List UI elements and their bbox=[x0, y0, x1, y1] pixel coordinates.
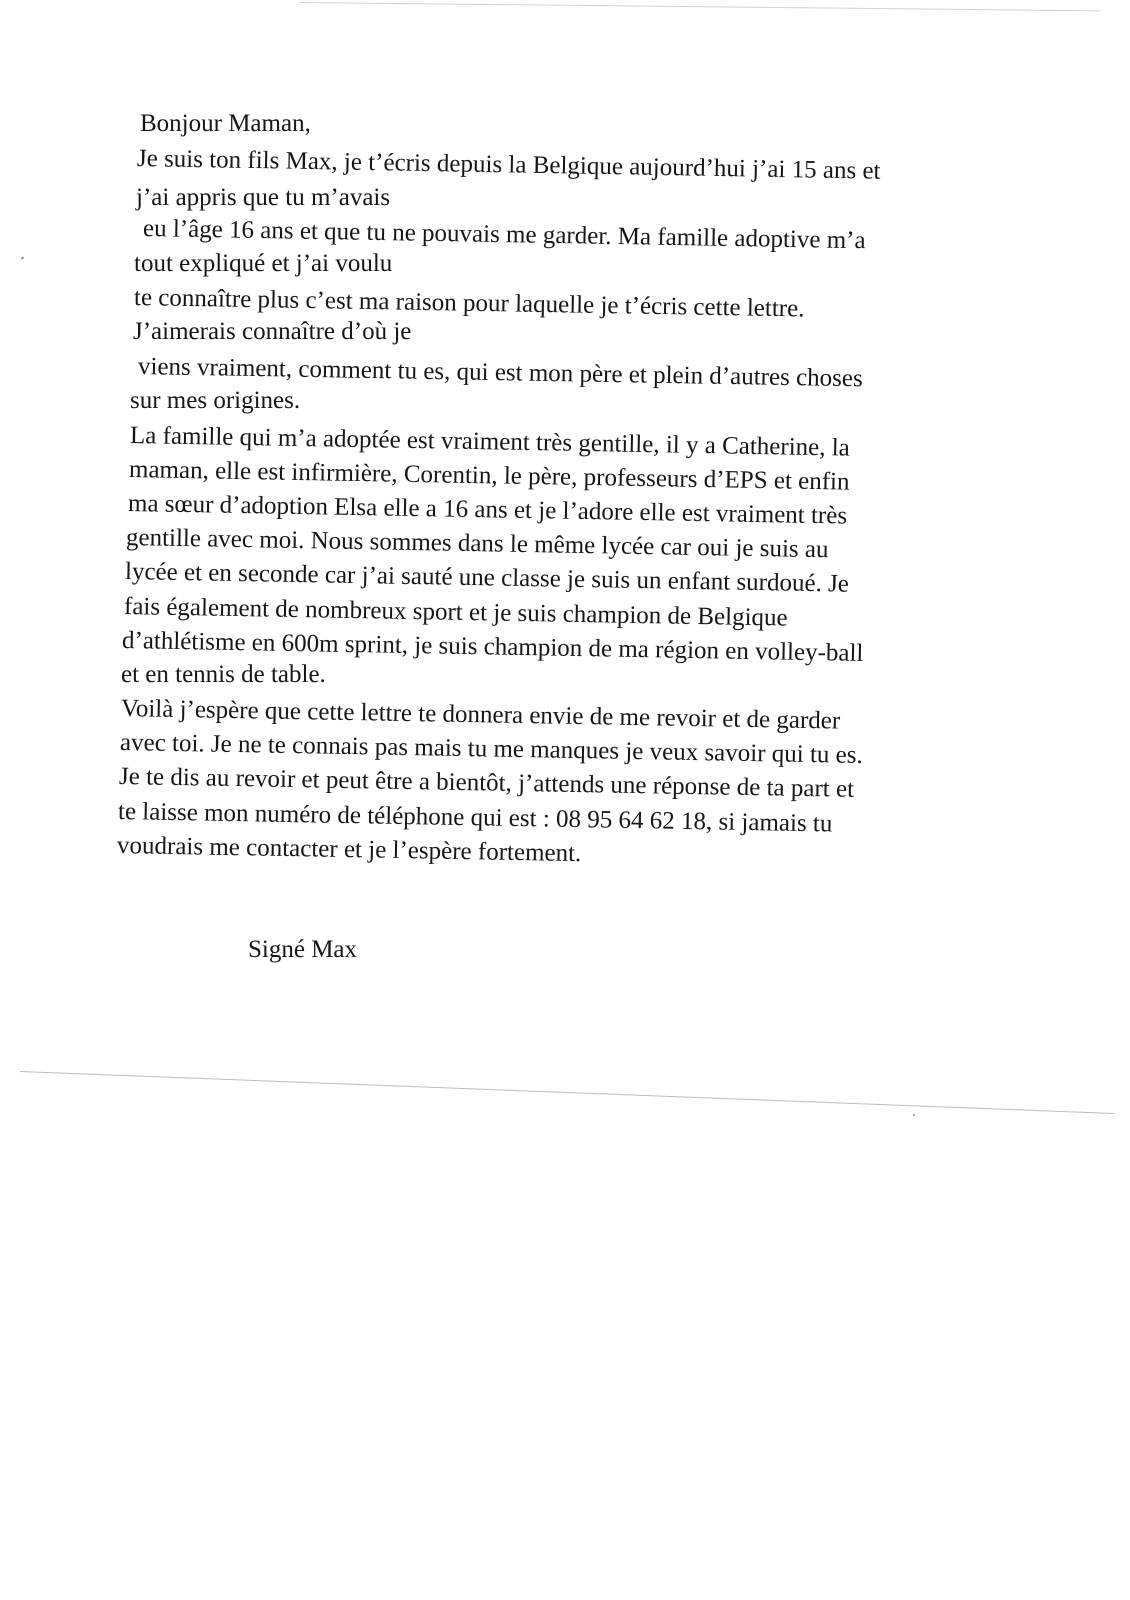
letter-line: fais également de nombreux sport et je suis champion de Belgique bbox=[123, 593, 788, 632]
letter-line: eu l’âge 16 ans et que tu ne pouvais me garder. Ma famille adoptive m’a bbox=[142, 215, 866, 255]
scan-speck bbox=[913, 1114, 915, 1116]
letter-signature: Signé Max bbox=[248, 936, 358, 963]
letter-line: d’athlétisme en 600m sprint, je suis champion de ma région en volley-ball bbox=[121, 627, 864, 667]
letter-line: viens vraiment, comment tu es, qui est mon père et plein d’autres choses bbox=[137, 353, 863, 393]
letter-line: maman, elle est infirmière, Corentin, le père, professeurs d’EPS et enfin bbox=[128, 456, 850, 496]
letter-line: Je suis ton fils Max, je t’écris depuis la Belgique aujourd’hui j’ai 15 ans et bbox=[136, 145, 881, 185]
letter-line: sur mes origines. bbox=[130, 387, 301, 414]
letter-line: j’ai appris que tu m’avais bbox=[136, 184, 391, 211]
letter-greeting: Bonjour Maman, bbox=[140, 110, 311, 137]
letter-line: voudrais me contacter et je l’espère fortement. bbox=[116, 832, 582, 868]
letter-line: avec toi. Je ne te connais pas mais tu me manques je veux savoir qui tu es. bbox=[119, 729, 863, 769]
letter-line: Je te dis au revoir et peut être a bientôt, j’attends une réponse de ta part et bbox=[118, 763, 855, 803]
letter-line: et en tennis de table. bbox=[121, 661, 326, 688]
letter-line: J’aimerais connaître d’où je bbox=[133, 318, 412, 345]
letter-line: ma sœur d’adoption Elsa elle a 16 ans et je l’adore elle est vraiment très bbox=[127, 490, 848, 530]
letter-line: te connaître plus c’est ma raison pour laquelle je t’écris cette lettre. bbox=[133, 284, 805, 323]
scan-edge-line-bottom bbox=[20, 1071, 1114, 1114]
letter-line: lycée et en seconde car j’ai sauté une classe je suis un enfant surdoué. Je bbox=[124, 558, 850, 598]
letter-line: La famille qui m’a adoptée est vraiment très gentille, il y a Catherine, la bbox=[129, 422, 851, 462]
letter-line: gentille avec moi. Nous sommes dans le même lycée car oui je suis au bbox=[125, 524, 829, 564]
letter-line: te laisse mon numéro de téléphone qui est : 08 95 64 62 18, si jamais tu bbox=[117, 798, 833, 838]
letter-line: tout expliqué et j’ai voulu bbox=[134, 250, 393, 277]
letter-line: Voilà j’espère que cette lettre te donnera envie de me revoir et de garder bbox=[120, 695, 841, 735]
